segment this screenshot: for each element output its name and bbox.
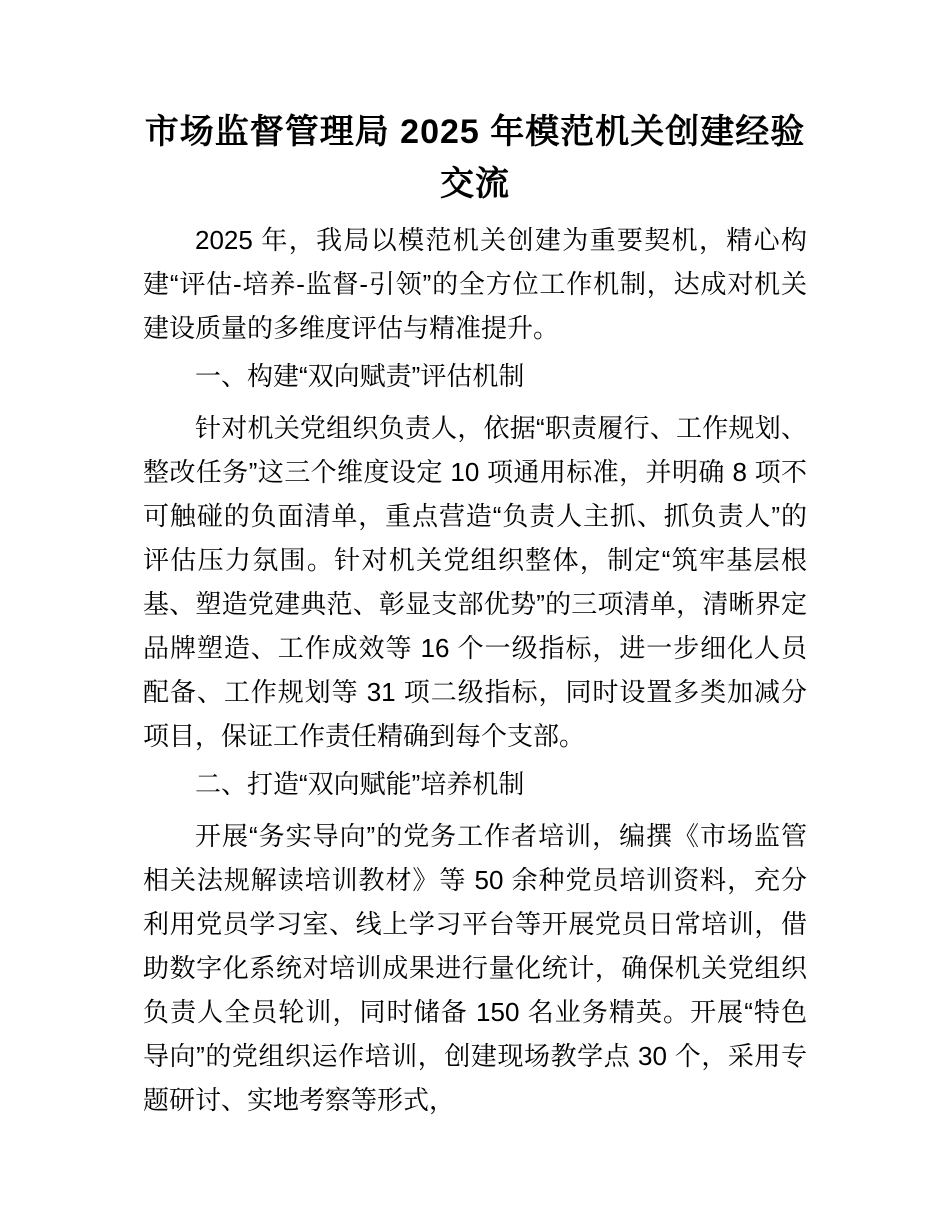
section-1-heading: 一、构建“双向赋责”评估机制 xyxy=(195,361,525,391)
document-title: 市场监督管理局 2025 年模范机关创建经验交流 xyxy=(144,113,806,203)
section-2-heading: 二、打造“双向赋能”培养机制 xyxy=(195,769,525,799)
section-1-paragraph: 针对机关党组织负责人，依据“职责履行、工作规划、整改任务”这三个维度设定 10 项通用标准，并明确 8 项不可触碰的负面清单，重点营造“负责人主抓、抓负责人”的评估压力氛围。针对机关党组织整体，制定“筑牢基层根基、塑造党建典范、彰显支部优势”的三项清单，清晰界定品牌塑造、工作成效等 16 个一级指标，进一步细化人员配备、工作规划等 31 项二级指标，同时设置多类加减分项目，保证工作责任精确到每个支部。 xyxy=(143,413,807,751)
intro-paragraph: 2025 年，我局以模范机关创建为重要契机，精心构建“评估-培养-监督-引领”的全方位工作机制，达成对机关建设质量的多维度评估与精准提升。 xyxy=(143,225,807,343)
section-2-paragraph: 开展“务实导向”的党务工作者培训，编撰《市场监管相关法规解读培训教材》等 50 余种党员培训资料，充分利用党员学习室、线上学习平台等开展党员日常培训，借助数字化系统对培训成果进行量化统计，确保机关党组织负责人全员轮训，同时储备 150 名业务精英。开展“特色导向”的党组织运作培训，创建现场教学点 30 个，采用专题研讨、实地考察等形式， xyxy=(143,821,807,1115)
